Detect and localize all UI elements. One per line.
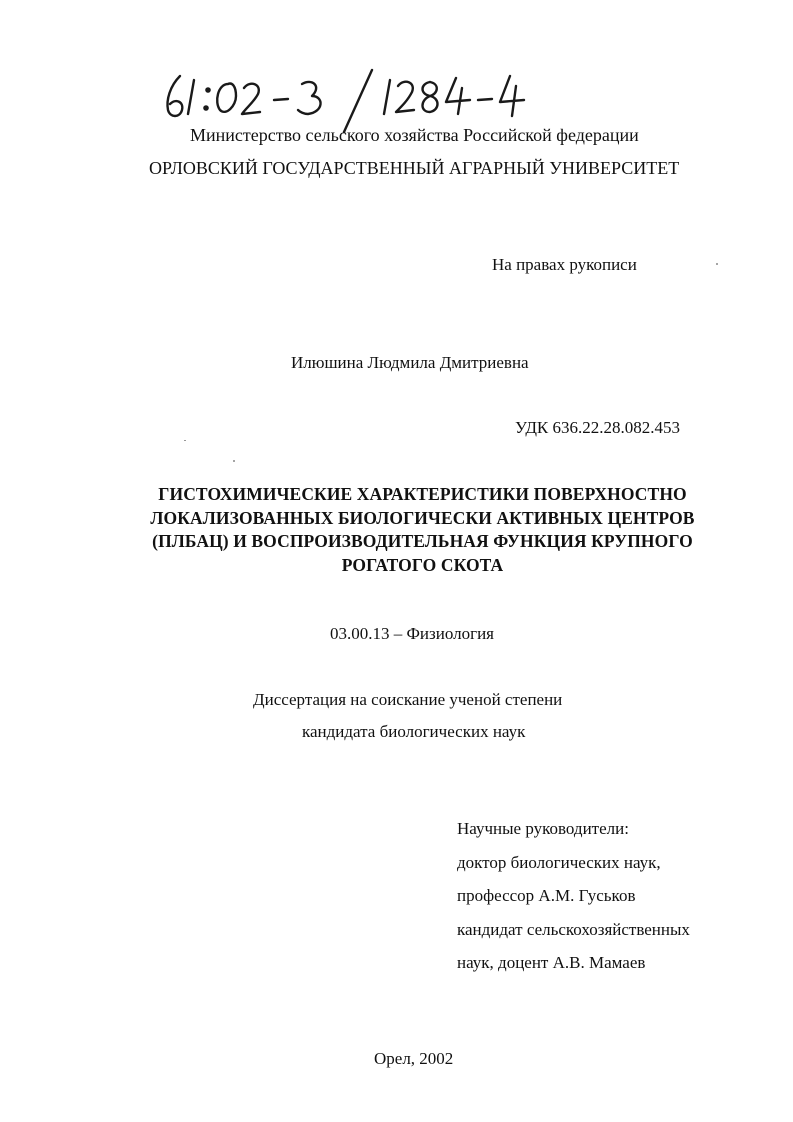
dissertation-title <box>60 483 785 577</box>
udc-code: УДК 636.22.28.082.453 <box>515 418 681 437</box>
degree-line-2: кандидата биологических наук <box>302 722 526 741</box>
title-line: ГИСТОХИМИЧЕСКИЕ ХАРАКТЕРИСТИКИ ПОВЕРХНОСТНО <box>158 484 687 504</box>
title-line: РОГАТОГО СКОТА <box>341 554 504 575</box>
title-line: (ПЛБАЦ) И ВОСПРОИЗВОДИТЕЛЬНАЯ ФУНКЦИЯ КРУПНОГО <box>152 531 693 551</box>
ministry-name: Министерство сельского хозяйства Российской федерации <box>190 125 639 145</box>
university-name: ОРЛОВСКИЙ ГОСУДАРСТВЕННЫЙ АГРАРНЫЙ УНИВЕРСИТЕТ <box>149 158 680 178</box>
supervisor-line: профессор А.М. Гуськов <box>457 886 636 905</box>
supervisor-line: кандидат сельскохозяйственных <box>457 919 690 939</box>
supervisor-line: доктор биологических наук, <box>457 852 661 872</box>
author-name: Илюшина Людмила Дмитриевна <box>291 353 529 372</box>
scan-speck <box>184 440 186 441</box>
degree-line-1: Диссертация на соискание ученой степени <box>253 690 563 709</box>
manuscript-note: На правах рукописи <box>492 255 637 274</box>
supervisor-line: наук, доцент А.В. Мамаев <box>457 953 646 972</box>
title-line: ЛОКАЛИЗОВАННЫХ БИОЛОГИЧЕСКИ АКТИВНЫХ ЦЕНТРОВ <box>150 507 695 528</box>
scan-speck <box>716 263 718 265</box>
specialty-code: 03.00.13 – Физиология <box>330 624 494 643</box>
city-year: Орел, 2002 <box>374 1049 454 1068</box>
supervisors-block <box>457 818 690 986</box>
scan-speck <box>233 460 235 462</box>
supervisors-heading: Научные руководители: <box>457 819 629 838</box>
